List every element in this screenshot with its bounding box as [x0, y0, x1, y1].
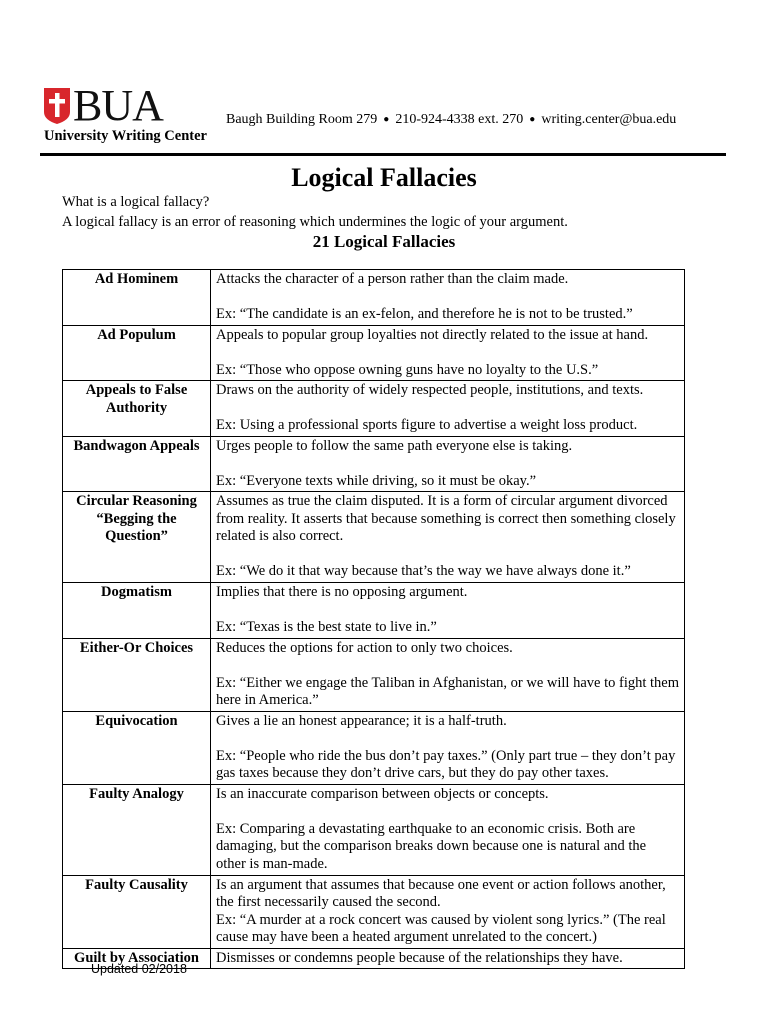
table-subtitle: 21 Logical Fallacies — [312, 232, 456, 251]
fallacy-term: Appeals to False Authority — [63, 381, 211, 437]
header-divider — [40, 153, 726, 156]
table-row — [63, 875, 685, 948]
fallacy-term: Circular Reasoning “Begging the Question” — [63, 492, 211, 583]
fallacy-description: Appeals to popular group loyalties not directly related to the issue at hand. Ex: “Those who oppose owning guns have no loyalty to the U.S.” — [211, 325, 685, 381]
fallacy-description: Assumes as true the claim disputed. It is a form of circular argument divorced from reality. It asserts that because something is correct then something closely related is also correct. Ex: “We do it that way because that’s the way we have always done it.” — [211, 492, 685, 583]
table-row — [63, 436, 685, 492]
phone: 210-924-4338 ext. 270 — [395, 112, 524, 127]
table-row — [63, 325, 685, 381]
bullet-separator: ● — [383, 114, 390, 125]
fallacy-description: Attacks the character of a person rather than the claim made. Ex: “The candidate is an ex-felon, and therefore he is not to be trusted.” — [211, 270, 685, 326]
fallacy-description: Is an argument that assumes that because one event or action follows another, the first necessarily caused the second. Ex: “A murder at a rock concert was caused by violent song lyrics.” (The real cause may have been a heated argument unrelated to the concert.) — [211, 875, 685, 948]
bua-logo — [44, 81, 163, 130]
table-row — [63, 784, 685, 875]
table-row — [63, 492, 685, 583]
fallacies-table — [62, 269, 685, 969]
fallacy-description: Implies that there is no opposing argument. Ex: “Texas is the best state to live in.” — [211, 583, 685, 639]
fallacy-description: Is an inaccurate comparison between objects or concepts. Ex: Comparing a devastating earthquake to an economic crisis. Both are damaging, but the comparison breaks down because one is natural and the other is man-made. — [211, 784, 685, 875]
document-title: Logical Fallacies — [291, 163, 477, 192]
intro-definition: A logical fallacy is an error of reasoning which undermines the logic of your argument. — [62, 214, 568, 230]
bullet-separator: ● — [529, 114, 536, 125]
table-row — [63, 381, 685, 437]
fallacy-term: Equivocation — [63, 711, 211, 784]
fallacy-description: Urges people to follow the same path everyone else is taking. Ex: “Everyone texts while driving, so it must be okay.” — [211, 436, 685, 492]
fallacy-term: Bandwagon Appeals — [63, 436, 211, 492]
fallacy-term: Ad Populum — [63, 325, 211, 381]
table-row — [63, 638, 685, 711]
shield-cross-icon — [44, 88, 70, 124]
intro-question: What is a logical fallacy? — [62, 194, 210, 210]
updated-date: Updated 02/2018 — [91, 962, 187, 976]
fallacy-description: Draws on the authority of widely respected people, institutions, and texts. Ex: Using a professional sports figure to advertise a weight loss product. — [211, 381, 685, 437]
table-row — [63, 711, 685, 784]
fallacy-description: Reduces the options for action to only two choices. Ex: “Either we engage the Taliban in Afghanistan, or we will have to fight them here in America.” — [211, 638, 685, 711]
fallacy-term: Faulty Analogy — [63, 784, 211, 875]
center-name: University Writing Center — [44, 128, 207, 144]
fallacy-term: Faulty Causality — [63, 875, 211, 948]
table-row — [63, 270, 685, 326]
fallacy-term: Dogmatism — [63, 583, 211, 639]
fallacy-description: Dismisses or condemns people because of the relationships they have. — [211, 948, 685, 969]
fallacy-description: Gives a lie an honest appearance; it is a half-truth. Ex: “People who ride the bus don’t pay taxes.” (Only part true – they don’t pay gas taxes because they don’t drive cars, but they do pay other taxes. — [211, 711, 685, 784]
address: Baugh Building Room 279 — [226, 112, 378, 127]
fallacy-term: Ad Hominem — [63, 270, 211, 326]
email-link[interactable]: writing.center@bua.edu — [541, 112, 677, 127]
table-row — [63, 583, 685, 639]
fallacy-term: Either-Or Choices — [63, 638, 211, 711]
logo-text: BUA — [73, 81, 163, 130]
fallacy-term: Guilt by Association — [63, 948, 211, 969]
contact-line — [226, 112, 676, 128]
